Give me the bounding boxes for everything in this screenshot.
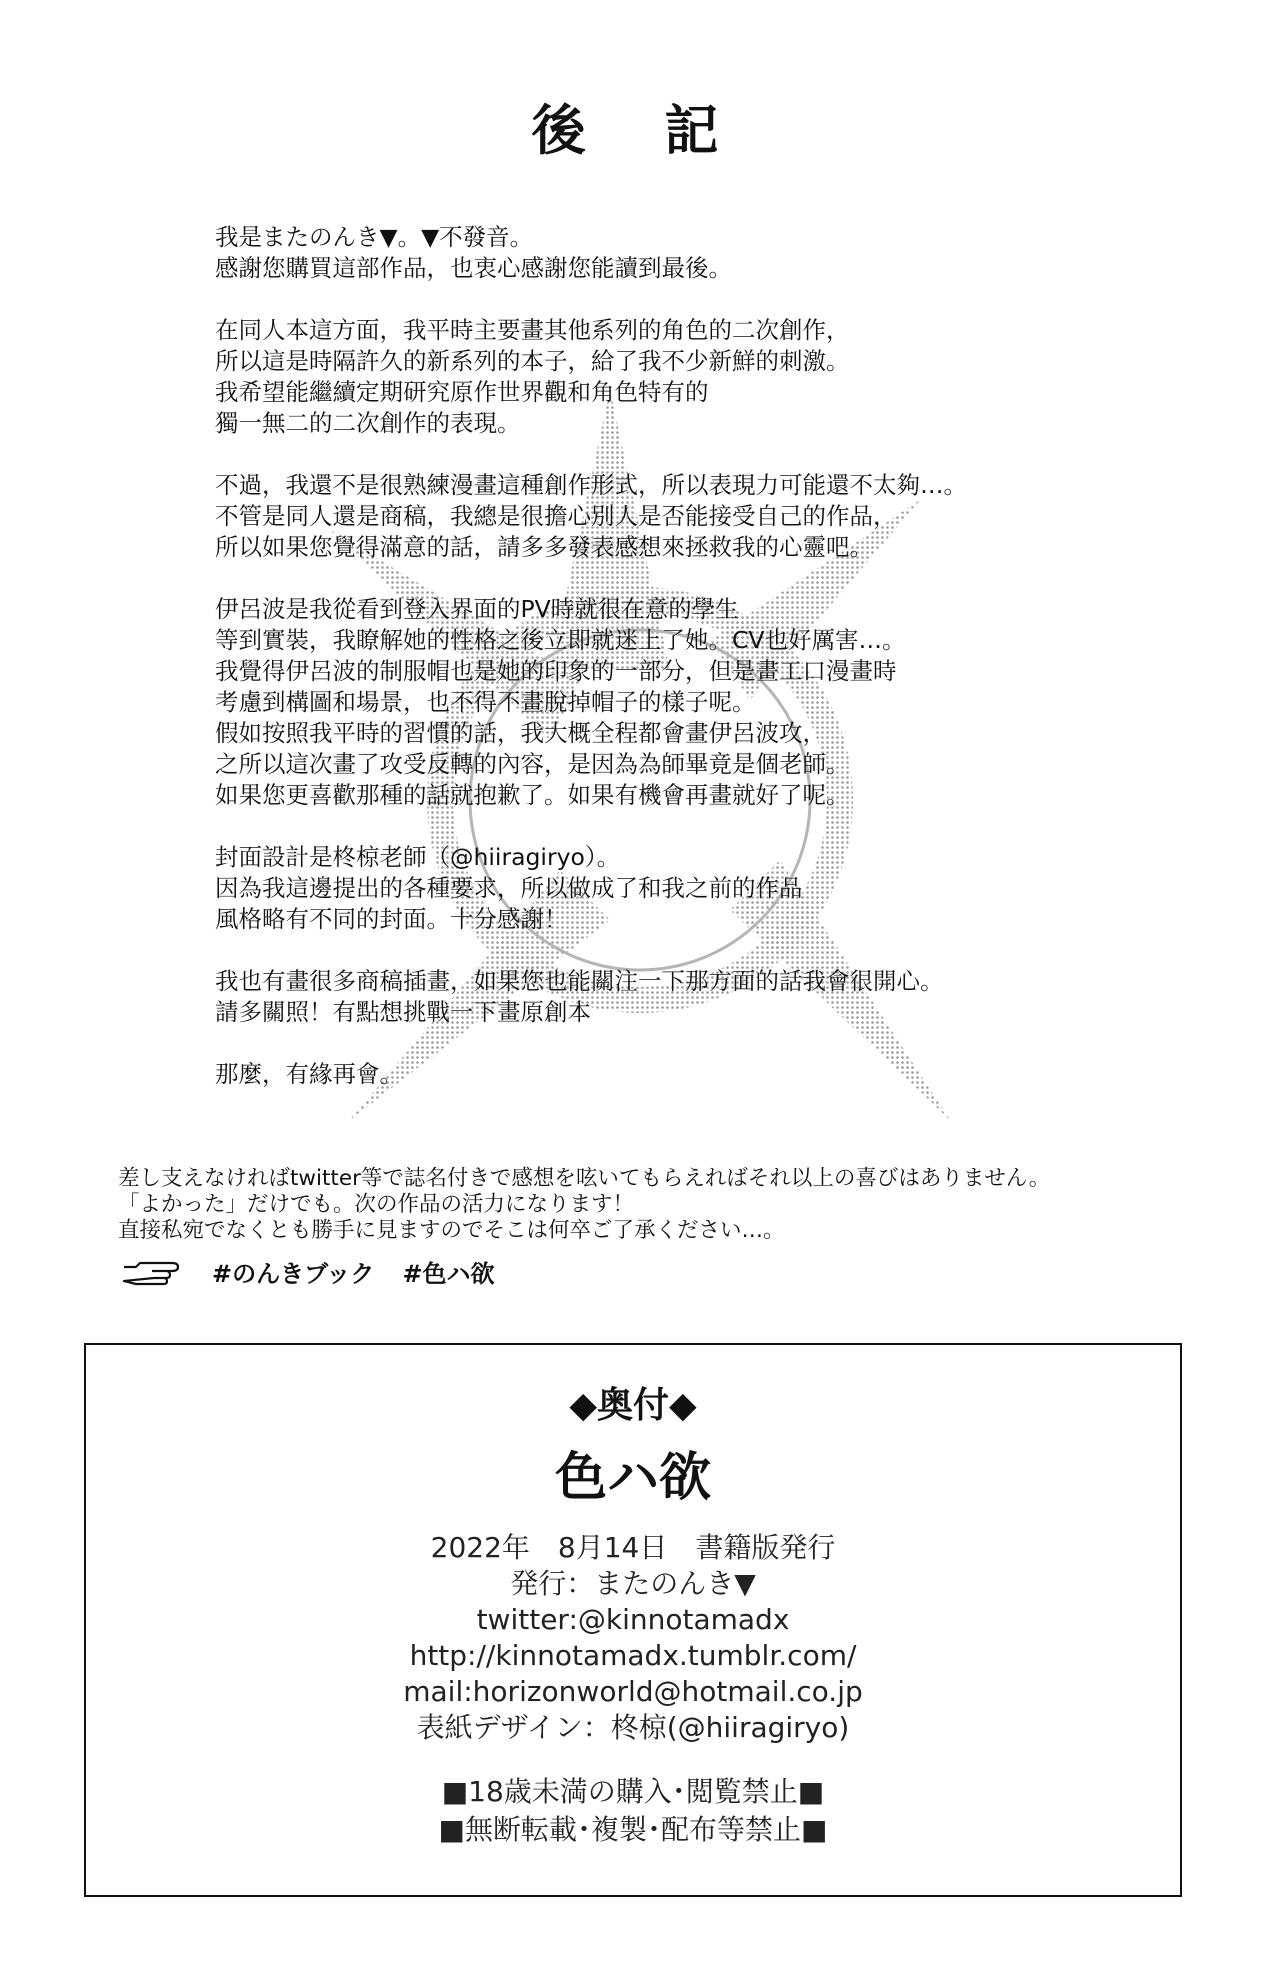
afterword-line: 因為我這邊提出的各種要求，所以做成了和我之前的作品 bbox=[215, 874, 803, 902]
colophon-info-line: 表紙デザイン：柊椋(@hiiragiryo) bbox=[416, 1711, 850, 1744]
afterword-line: 伊呂波是我從看到登入界面的PV時就很在意的學生 bbox=[215, 595, 739, 623]
afterword-line: 在同人本這方面，我平時主要畫其他系列的角色的二次創作， bbox=[215, 316, 850, 344]
afterword-paragraph bbox=[215, 594, 1075, 811]
twitter-request-note bbox=[118, 1166, 1218, 1244]
colophon-heading: ◆奥付◆ bbox=[569, 1385, 697, 1426]
colophon-warning-line: ■無断転載･複製･配布等禁止■ bbox=[438, 1813, 828, 1846]
afterword-line: 不過，我還不是很熟練漫畫這種創作形式，所以表現力可能還不太夠…。 bbox=[215, 471, 967, 499]
afterword-line: 不管是同人還是商稿，我總是很擔心別人是否能接受自己的作品， bbox=[215, 502, 897, 530]
colophon-info-line: mail:horizonworld@hotmail.co.jp bbox=[403, 1675, 863, 1708]
afterword-line: 我希望能繼續定期研究原作世界觀和角色特有的 bbox=[215, 378, 709, 406]
request-line: 差し支えなければtwitter等で誌名付きで感想を呟いてもらえればそれ以上の喜びはありません。 bbox=[118, 1166, 1051, 1191]
afterword-line: 風格略有不同的封面。十分感謝！ bbox=[215, 905, 568, 933]
afterword-paragraph bbox=[215, 1059, 1075, 1090]
afterword-line: 如果您更喜歡那種的話就抱歉了。如果有機會再畫就好了呢。 bbox=[215, 781, 850, 809]
request-line: 「よかった」だけでも。次の作品の活力になります！ bbox=[118, 1192, 635, 1217]
colophon-book-title: 色ハ欲 bbox=[554, 1448, 711, 1508]
afterword-body bbox=[215, 222, 1075, 1121]
colophon-box bbox=[84, 1343, 1182, 1897]
afterword-paragraph bbox=[215, 315, 1075, 439]
colophon-info-line: http://kinnotamadx.tumblr.com/ bbox=[409, 1639, 857, 1672]
afterword-line: 假如按照我平時的習慣的話，我大概全程都會畫伊呂波攻， bbox=[215, 719, 826, 747]
afterword-line: 等到實裝，我瞭解她的性格之後立即就迷上了她。CV也好厲害…。 bbox=[215, 626, 906, 654]
afterword-line: 所以這是時隔許久的新系列的本子，給了我不少新鮮的刺激。 bbox=[215, 347, 850, 375]
request-line: 直接私宛でなくとも勝手に見ますのでそこは何卒ご了承ください…。 bbox=[118, 1218, 785, 1243]
afterword-line: 封面設計是柊椋老師（@hiiragiryo）。 bbox=[215, 843, 621, 871]
afterword-line: 感謝您購買這部作品，也衷心感謝您能讀到最後。 bbox=[215, 254, 732, 282]
colophon-warning-line: ■18歳未満の購入･閲覧禁止■ bbox=[441, 1775, 825, 1808]
colophon-info-line: 2022年 8月14日 書籍版発行 bbox=[430, 1531, 836, 1564]
afterword-line: 那麼，有緣再會。 bbox=[215, 1060, 403, 1088]
afterword-line: 所以如果您覺得滿意的話，請多多發表感想來拯救我的心靈吧。 bbox=[215, 533, 873, 561]
pointing-hand-icon bbox=[122, 1255, 182, 1289]
page-title: 後 記 bbox=[531, 98, 749, 162]
colophon-info bbox=[86, 1530, 1180, 1746]
afterword-line: 獨一無二的二次創作的表現。 bbox=[215, 409, 521, 437]
afterword-paragraph bbox=[215, 966, 1075, 1028]
afterword-line: 我覺得伊呂波的制服帽也是她的印象的一部分，但是畫工口漫畫時 bbox=[215, 657, 897, 685]
afterword-paragraph bbox=[215, 222, 1075, 284]
colophon-info-line: 発行：またのんき▼ bbox=[510, 1567, 756, 1600]
afterword-line: 我是またのんき▼。▼不發音。 bbox=[215, 223, 534, 251]
afterword-paragraph bbox=[215, 470, 1075, 563]
afterword-line: 之所以這次畫了攻受反轉的內容，是因為為師畢竟是個老師。 bbox=[215, 750, 850, 778]
afterword-paragraph bbox=[215, 842, 1075, 935]
afterword-line: 我也有畫很多商稿插畫，如果您也能關注一下那方面的話我會很開心。 bbox=[215, 967, 944, 995]
hashtag-nonki-book[interactable]: #のんきブック bbox=[212, 1260, 375, 1288]
colophon-info-line: twitter:@kinnotamadx bbox=[476, 1603, 790, 1636]
afterword-line: 考慮到構圖和場景，也不得不畫脫掉帽子的樣子呢。 bbox=[215, 688, 756, 716]
hashtag-row bbox=[122, 1254, 523, 1289]
hashtag-title[interactable]: #色ハ欲 bbox=[402, 1260, 495, 1288]
colophon-warnings bbox=[86, 1773, 1180, 1849]
afterword-line: 請多關照！有點想挑戰一下畫原創本 bbox=[215, 998, 591, 1026]
